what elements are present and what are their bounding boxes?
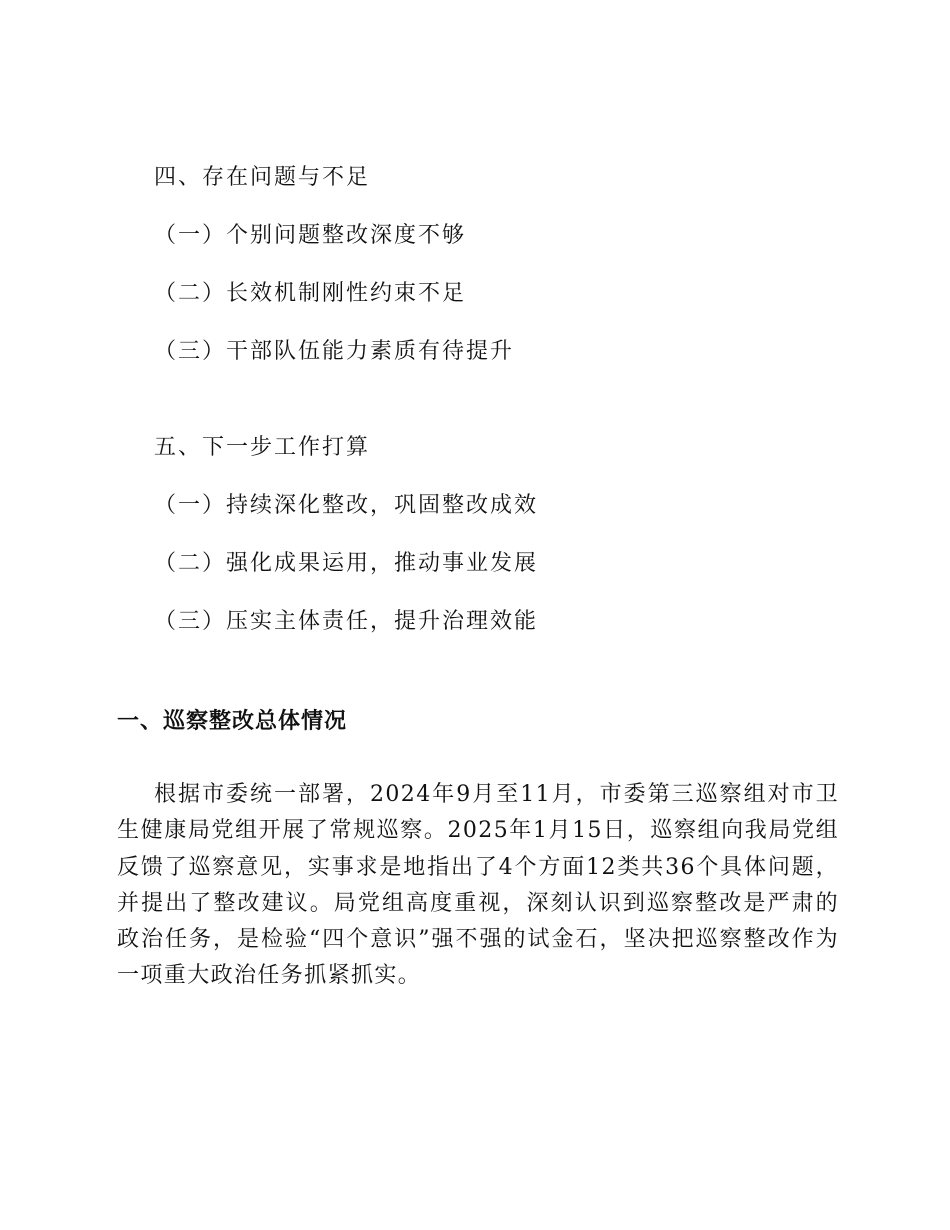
section-one-paragraph: 根据市委统一部署，2024年9月至11月，市委第三巡察组对市卫生健康局党组开展了常规巡察。2025年1月15日，巡察组向我局党组反馈了巡察意见，实事求是地指出了4个方面12类共36个具体问题，并提出了整改建议。局党组高度重视，深刻认识到巡察整改是严肃的政治任务，是检验“四个意识”强不强的试金石，坚决把巡察整改作为一项重大政治任务抓紧抓实。 — [117, 782, 839, 989]
section-four-title: 四、存在问题与不足 — [154, 165, 371, 190]
section-four-item-1: （一）个别问题整改深度不够 — [154, 223, 467, 248]
section-four-item-2: （二）长效机制刚性约束不足 — [154, 281, 467, 306]
section-five-item-1: （一）持续深化整改，巩固整改成效 — [154, 493, 539, 518]
section-one-heading: 一、巡察整改总体情况 — [117, 709, 348, 734]
section-five-item-2: （二）强化成果运用，推动事业发展 — [154, 551, 539, 576]
section-five-title: 五、下一步工作打算 — [154, 435, 371, 460]
section-four-item-3: （三）干部队伍能力素质有待提升 — [154, 339, 515, 364]
section-five-item-3: （三）压实主体责任，提升治理效能 — [154, 609, 539, 634]
